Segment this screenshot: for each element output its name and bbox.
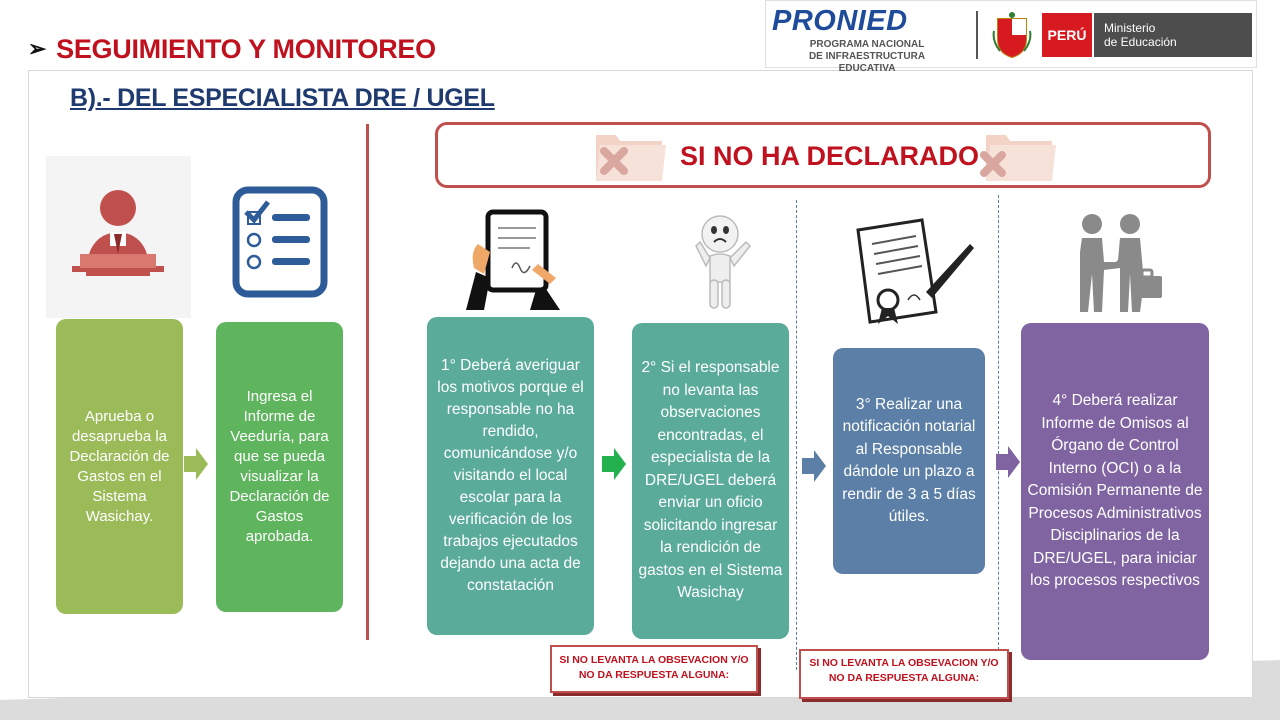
banner-text: SI NO HA DECLARADO bbox=[680, 141, 980, 171]
arrow-bullet-icon: ➢ bbox=[28, 36, 47, 61]
status-banner bbox=[435, 122, 1211, 188]
ministerio-line2: de Educación bbox=[1104, 35, 1177, 49]
peru-badge: PERÚ bbox=[1042, 13, 1092, 57]
page-title bbox=[28, 34, 436, 65]
arrow-right-icon bbox=[996, 446, 1020, 478]
dashed-divider bbox=[998, 195, 999, 650]
step-box-3: 3° Realizar una notificación notarial al Responsable dándole un plazo a rendir de 3 a 5 días útiles. bbox=[833, 348, 985, 574]
dashed-divider bbox=[796, 200, 797, 670]
worried-figure-icon bbox=[690, 212, 756, 312]
step-box-veeduria: Ingresa el Informe de Veeduría, para que se pueda visualizar la Declaración de Gastos aprobada. bbox=[216, 322, 343, 612]
pronied-logo: PRONIED bbox=[772, 5, 908, 37]
step-box-1: 1° Deberá averiguar los motivos porque el responsable no ha rendido, comunicándose y/o visitando el local escolar para la verificación de los trabajos ejecutados dejando una acta de constatación bbox=[427, 317, 594, 635]
folder-rejected-icon bbox=[976, 127, 1058, 183]
arrow-right-icon bbox=[602, 448, 626, 480]
step-box-2: 2° Si el responsable no levanta las observaciones encontradas, el especialista de la DRE/UGEL deberá enviar un oficio solicitando ingresar la rendición de gastos en el Sistema Wasichay bbox=[632, 323, 789, 639]
condition-note: SI NO LEVANTA LA OBSEVACION Y/O NO DA RESPUESTA ALGUNA: bbox=[550, 645, 758, 693]
tablet-signing-icon bbox=[460, 208, 564, 310]
coat-of-arms-icon bbox=[992, 11, 1032, 59]
ministerio-line1: Ministerio bbox=[1104, 21, 1156, 35]
handshake-icon bbox=[1074, 212, 1168, 318]
arrow-right-icon bbox=[184, 448, 208, 480]
divider-line bbox=[366, 124, 369, 640]
logo-bar bbox=[765, 0, 1257, 74]
certificate-signing-icon bbox=[852, 216, 976, 326]
arrow-right-icon bbox=[802, 450, 826, 482]
step-box-4: 4° Deberá realizar Informe de Omisos al Órgano de Control Interno (OCI) o a la Comisión Permanente de Procesos Administrativos Disciplinarios de la DRE/UGEL, para iniciar los procesos respectivos bbox=[1021, 323, 1209, 660]
step-box-approve: Aprueba o desaprueba la Declaración de Gastos en el Sistema Wasichay. bbox=[56, 319, 183, 614]
person-at-laptop-icon bbox=[46, 156, 191, 318]
pronied-subtitle bbox=[782, 39, 952, 75]
pronied-line1: PROGRAMA NACIONAL bbox=[809, 39, 925, 50]
page-subtitle: B).- DEL ESPECIALISTA DRE / UGEL bbox=[70, 84, 495, 112]
pronied-line2: DE INFRAESTRUCTURA EDUCATIVA bbox=[808, 51, 926, 74]
condition-note: SI NO LEVANTA LA OBSEVACION Y/O NO DA RESPUESTA ALGUNA: bbox=[799, 649, 1009, 699]
logo-separator bbox=[976, 11, 978, 59]
ministerio-badge bbox=[1094, 13, 1252, 57]
folder-rejected-icon bbox=[586, 127, 668, 183]
page-title-text: SEGUIMIENTO Y MONITOREO bbox=[56, 34, 436, 64]
checklist-icon bbox=[232, 186, 328, 298]
